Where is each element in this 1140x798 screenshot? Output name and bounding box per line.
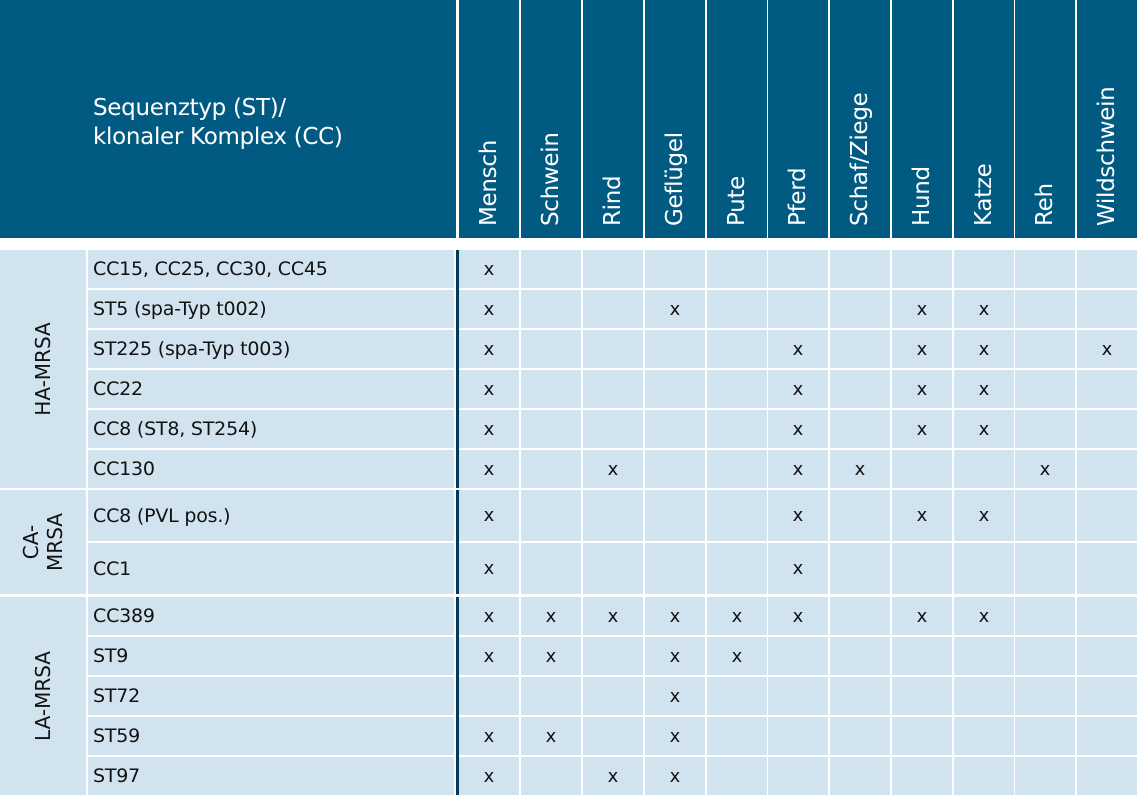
table-cell: x bbox=[459, 717, 519, 755]
column-header bbox=[707, 0, 767, 238]
table-cell bbox=[707, 677, 767, 715]
table-cell: x bbox=[954, 490, 1014, 541]
table-cell: x bbox=[892, 410, 952, 448]
table-cell bbox=[1015, 677, 1075, 715]
table-cell bbox=[645, 450, 705, 488]
table-cell: x bbox=[768, 543, 828, 594]
column-header-label: Pferd bbox=[785, 167, 811, 226]
table-cell: x bbox=[459, 330, 519, 368]
table-cell bbox=[1077, 250, 1137, 288]
table-cell: x bbox=[954, 410, 1014, 448]
table-cell bbox=[892, 677, 952, 715]
table-cell bbox=[892, 250, 952, 288]
table-cell bbox=[645, 410, 705, 448]
table-cell bbox=[1015, 597, 1075, 635]
column-header bbox=[583, 0, 643, 238]
table-cell bbox=[892, 450, 952, 488]
table-cell: x bbox=[892, 597, 952, 635]
table-cell bbox=[707, 330, 767, 368]
table-cell: x bbox=[954, 597, 1014, 635]
table-cell bbox=[954, 677, 1014, 715]
row-group-label-line2: MRSA bbox=[43, 513, 67, 571]
column-header-label: Geflügel bbox=[662, 132, 688, 226]
table-cell bbox=[1077, 450, 1137, 488]
table-cell bbox=[830, 330, 890, 368]
table-cell bbox=[1077, 757, 1137, 795]
row-label: ST9 bbox=[88, 637, 454, 675]
table-cell: x bbox=[707, 597, 767, 635]
table-cell bbox=[954, 637, 1014, 675]
table-cell bbox=[768, 717, 828, 755]
column-header bbox=[768, 0, 828, 238]
row-label: ST72 bbox=[88, 677, 454, 715]
table-cell bbox=[830, 677, 890, 715]
row-group bbox=[0, 250, 86, 488]
table-cell bbox=[583, 410, 643, 448]
row-label: ST225 (spa-Typ t003) bbox=[88, 330, 454, 368]
table-cell bbox=[954, 250, 1014, 288]
table-cell bbox=[707, 757, 767, 795]
table-cell bbox=[954, 757, 1014, 795]
table-cell bbox=[707, 250, 767, 288]
table-cell bbox=[1015, 410, 1075, 448]
table-cell: x bbox=[583, 597, 643, 635]
table-cell bbox=[768, 677, 828, 715]
table-cell bbox=[954, 450, 1014, 488]
table-cell bbox=[645, 490, 705, 541]
row-group-label-line1: CA- bbox=[19, 524, 43, 560]
table-cell bbox=[521, 490, 581, 541]
table-cell: x bbox=[521, 597, 581, 635]
table-cell bbox=[521, 757, 581, 795]
table-cell bbox=[645, 250, 705, 288]
table-cell bbox=[521, 290, 581, 328]
table-cell bbox=[1077, 637, 1137, 675]
table-cell bbox=[1015, 370, 1075, 408]
table-cell bbox=[830, 597, 890, 635]
table-cell bbox=[1015, 637, 1075, 675]
table-cell bbox=[645, 543, 705, 594]
table-cell bbox=[521, 450, 581, 488]
table-cell bbox=[1015, 330, 1075, 368]
table-cell: x bbox=[954, 290, 1014, 328]
table-cell bbox=[521, 677, 581, 715]
row-label: CC22 bbox=[88, 370, 454, 408]
table-cell: x bbox=[892, 290, 952, 328]
column-header-label: Mensch bbox=[476, 140, 502, 226]
table-cell: x bbox=[768, 450, 828, 488]
table-cell bbox=[830, 543, 890, 594]
table-cell bbox=[1015, 757, 1075, 795]
table-cell bbox=[830, 290, 890, 328]
column-header bbox=[892, 0, 952, 238]
table-cell: x bbox=[521, 717, 581, 755]
table-cell bbox=[583, 543, 643, 594]
table-cell: x bbox=[459, 543, 519, 594]
row-group-label: LA-MRSA bbox=[31, 651, 55, 741]
table-cell bbox=[583, 637, 643, 675]
column-header bbox=[459, 0, 519, 238]
table-cell: x bbox=[459, 597, 519, 635]
table-header-row-label bbox=[0, 0, 456, 238]
table-cell bbox=[1077, 490, 1137, 541]
table-cell bbox=[707, 717, 767, 755]
column-header-label: Reh bbox=[1032, 183, 1058, 226]
table-cell bbox=[1077, 290, 1137, 328]
table-cell bbox=[830, 250, 890, 288]
table-cell bbox=[1077, 717, 1137, 755]
row-label: CC130 bbox=[88, 450, 454, 488]
table-cell: x bbox=[459, 370, 519, 408]
row-label: ST59 bbox=[88, 717, 454, 755]
table-cell: x bbox=[645, 717, 705, 755]
table-cell: x bbox=[459, 250, 519, 288]
table-cell: x bbox=[954, 330, 1014, 368]
column-header-label: Hund bbox=[909, 166, 935, 226]
table-cell: x bbox=[768, 330, 828, 368]
table-cell bbox=[707, 490, 767, 541]
table-cell: x bbox=[768, 490, 828, 541]
table-cell bbox=[1015, 543, 1075, 594]
table-cell bbox=[583, 290, 643, 328]
table-cell bbox=[830, 637, 890, 675]
table-cell bbox=[768, 290, 828, 328]
table-cell bbox=[1077, 370, 1137, 408]
table-cell: x bbox=[459, 490, 519, 541]
table-cell bbox=[645, 330, 705, 368]
row-label: CC8 (ST8, ST254) bbox=[88, 410, 454, 448]
table-cell bbox=[707, 450, 767, 488]
table-cell: x bbox=[645, 290, 705, 328]
table-cell: x bbox=[645, 597, 705, 635]
table-cell bbox=[1015, 250, 1075, 288]
column-header-label: Rind bbox=[600, 175, 626, 226]
table-cell bbox=[830, 370, 890, 408]
table-cell bbox=[954, 717, 1014, 755]
column-header bbox=[1015, 0, 1075, 238]
table-cell bbox=[459, 677, 519, 715]
table-cell bbox=[707, 543, 767, 594]
column-header-label: Schwein bbox=[538, 132, 564, 226]
table-cell: x bbox=[459, 450, 519, 488]
table-cell: x bbox=[830, 450, 890, 488]
row-label: CC8 (PVL pos.) bbox=[88, 490, 454, 541]
table-cell bbox=[830, 410, 890, 448]
table-cell: x bbox=[1077, 330, 1137, 368]
table-cell: x bbox=[768, 410, 828, 448]
table-cell: x bbox=[645, 757, 705, 795]
table-cell: x bbox=[645, 637, 705, 675]
table-cell bbox=[1015, 290, 1075, 328]
table-cell bbox=[645, 370, 705, 408]
table-cell bbox=[1077, 597, 1137, 635]
table-cell bbox=[892, 717, 952, 755]
table-cell bbox=[768, 250, 828, 288]
table-cell bbox=[521, 250, 581, 288]
row-group bbox=[0, 597, 86, 795]
table-cell bbox=[583, 677, 643, 715]
row-label: ST97 bbox=[88, 757, 454, 795]
table-cell bbox=[583, 717, 643, 755]
table-cell bbox=[1077, 410, 1137, 448]
table-cell bbox=[521, 330, 581, 368]
table-cell bbox=[768, 637, 828, 675]
table-cell: x bbox=[892, 490, 952, 541]
table-cell: x bbox=[1015, 450, 1075, 488]
table-cell bbox=[707, 290, 767, 328]
row-label: CC1 bbox=[88, 543, 454, 594]
table-cell: x bbox=[707, 637, 767, 675]
table-cell: x bbox=[768, 597, 828, 635]
table-cell: x bbox=[954, 370, 1014, 408]
table-cell bbox=[583, 330, 643, 368]
column-title-line2: klonaler Komplex (CC) bbox=[93, 124, 343, 150]
column-header bbox=[830, 0, 890, 238]
table-cell bbox=[1015, 717, 1075, 755]
table-cell bbox=[583, 370, 643, 408]
column-header-label: Schaf/Ziege bbox=[847, 92, 873, 226]
table-cell: x bbox=[459, 757, 519, 795]
table-cell bbox=[521, 410, 581, 448]
table-cell bbox=[583, 490, 643, 541]
column-title-line1: Sequenztyp (ST)/ bbox=[93, 95, 286, 121]
row-label: CC389 bbox=[88, 597, 454, 635]
table-cell: x bbox=[459, 410, 519, 448]
table-cell bbox=[1015, 490, 1075, 541]
table-cell bbox=[521, 543, 581, 594]
column-header-label: Wildschwein bbox=[1094, 86, 1120, 226]
column-header bbox=[954, 0, 1014, 238]
table-cell bbox=[521, 370, 581, 408]
table-cell: x bbox=[583, 450, 643, 488]
row-group-label: HA-MRSA bbox=[31, 322, 55, 416]
column-header-label: Katze bbox=[971, 163, 997, 226]
table-cell bbox=[892, 543, 952, 594]
table-cell: x bbox=[645, 677, 705, 715]
table-cell: x bbox=[892, 330, 952, 368]
table-cell bbox=[707, 370, 767, 408]
column-title bbox=[93, 94, 343, 152]
column-header bbox=[521, 0, 581, 238]
table-cell bbox=[830, 757, 890, 795]
table-cell bbox=[1077, 543, 1137, 594]
table-cell: x bbox=[521, 637, 581, 675]
row-group-label bbox=[19, 513, 67, 571]
table-cell bbox=[892, 757, 952, 795]
table-cell bbox=[1077, 677, 1137, 715]
table-cell bbox=[583, 250, 643, 288]
table-cell bbox=[830, 490, 890, 541]
table-cell: x bbox=[768, 370, 828, 408]
table-cell bbox=[830, 717, 890, 755]
row-group bbox=[0, 490, 86, 594]
column-header bbox=[1077, 0, 1137, 238]
table-cell bbox=[768, 757, 828, 795]
table-cell: x bbox=[892, 370, 952, 408]
table-cell bbox=[892, 637, 952, 675]
column-header bbox=[645, 0, 705, 238]
row-label: ST5 (spa-Typ t002) bbox=[88, 290, 454, 328]
table-cell bbox=[954, 543, 1014, 594]
table-cell: x bbox=[459, 637, 519, 675]
row-label: CC15, CC25, CC30, CC45 bbox=[88, 250, 454, 288]
table-cell bbox=[707, 410, 767, 448]
column-header-label: Pute bbox=[724, 175, 750, 226]
table-cell: x bbox=[583, 757, 643, 795]
table-cell: x bbox=[459, 290, 519, 328]
